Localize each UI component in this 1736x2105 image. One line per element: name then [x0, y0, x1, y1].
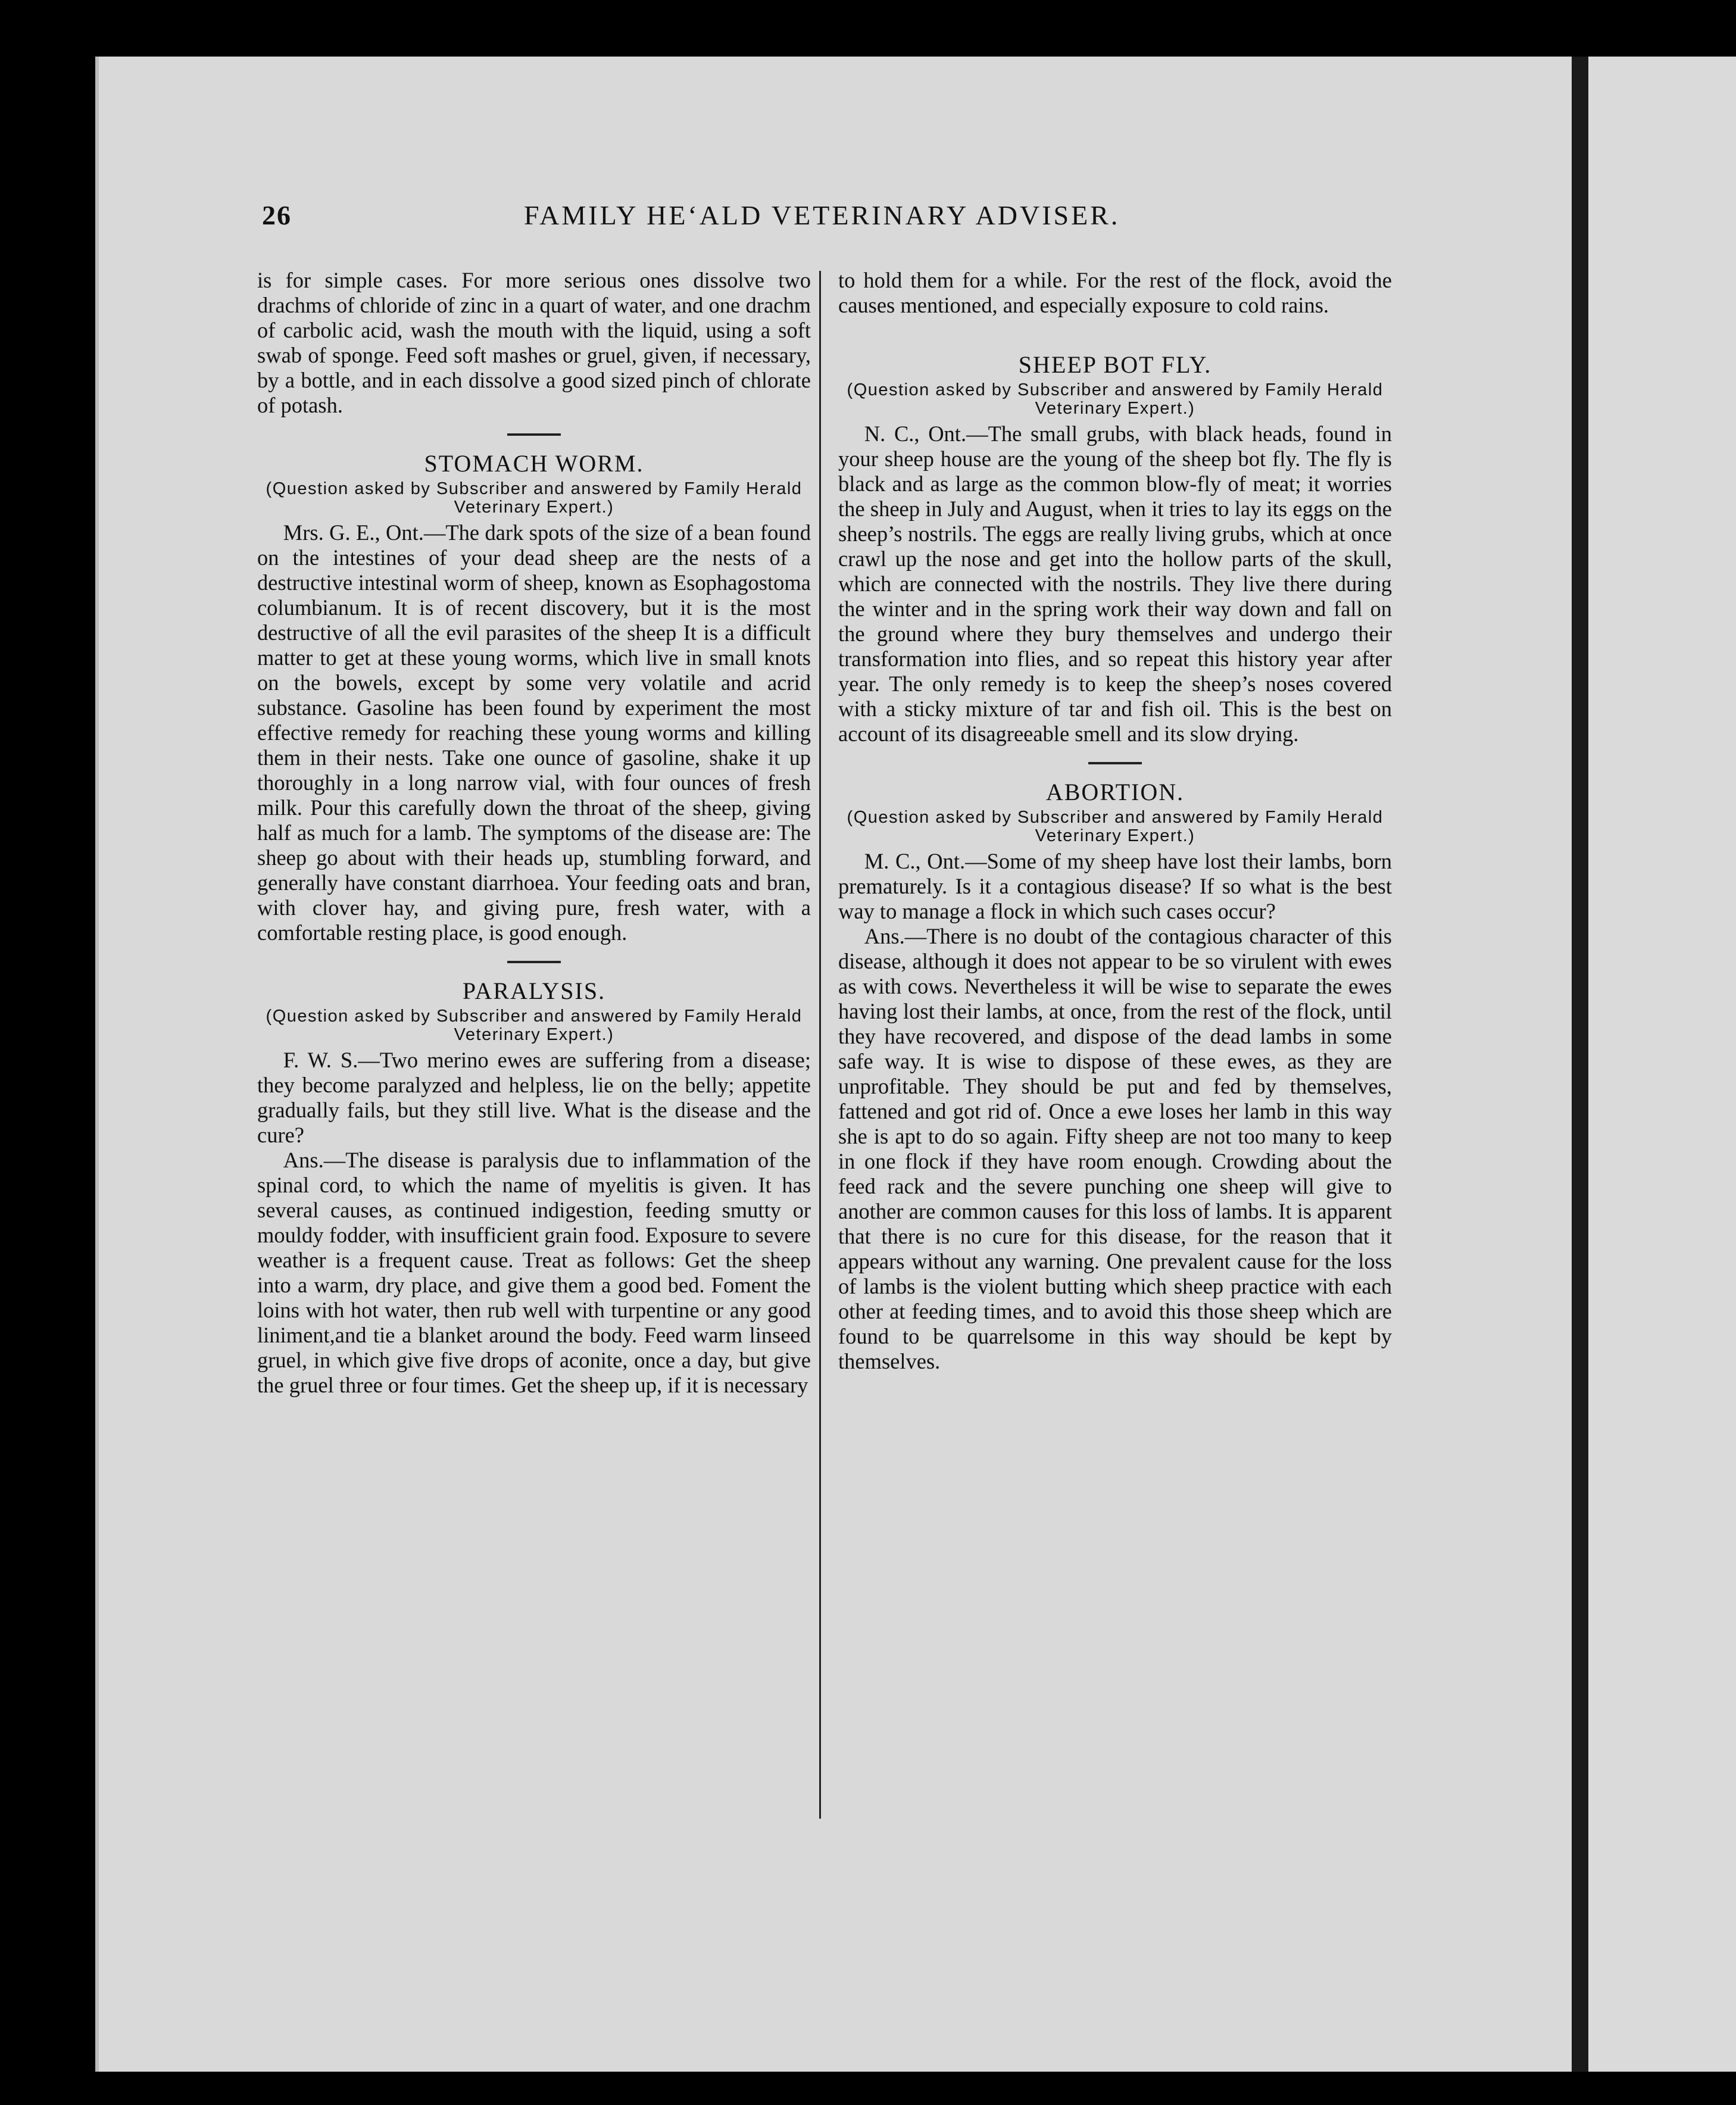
stomach-worm-byline: (Question asked by Subscriber and answered by Family Herald Veterinary Expert.) [266, 479, 803, 517]
abortion-question: M. C., Ont.—Some of my sheep have lost their lambs, born prematurely. Is it a contagious disease? If so what is the best way to manage a flock in which such cases occur? [838, 849, 1392, 923]
abortion-answer: Ans.—There is no doubt of the contagious character of this disease, although it does not appear to be so virulent with ewes as with cows. Nevertheless it will be wise to separate the ewes having lost their lambs, at once, from the rest of the flock, until they have recovered, and dispose of the dead lambs in some safe way. It is wise to dispose of these ewes, as they are unprofitable. They should be put and fed by themselves, fattened and got rid of. Once a ewe loses her lamb in this way she is apt to do so again. Fifty sheep are not too many to keep in one flock if they have room enough. Crowding about the feed rack and the severe punching one sheep will give to another are common causes for this loss of lambs. It is apparent that there is no cure for this disease, for the reason that it appears without any warning. One prevalent cause for the loss of lambs is the violent butting which sheep practice with each other at feeding times, and to avoid this those sheep which are found to be quarrelsome in this way should be kept by themselves. [838, 924, 1392, 1373]
column-divider [819, 271, 821, 1819]
page-number: 26 [262, 200, 292, 230]
section-rule [1088, 762, 1142, 764]
abortion-byline: (Question asked by Subscriber and answered by Family Herald Veterinary Expert.) [847, 808, 1384, 845]
sheep-bot-fly-heading: SHEEP BOT FLY. [1018, 351, 1212, 378]
right-column [838, 268, 1392, 1374]
paralysis-heading: PARALYSIS. [462, 977, 606, 1004]
sheep-bot-fly-byline: (Question asked by Subscriber and answered by Family Herald Veterinary Expert.) [847, 380, 1384, 418]
adjacent-page-edge [1588, 57, 1736, 2072]
paralysis-answer: Ans.—The disease is paralysis due to inflammation of the spinal cord, to which the name of myelitis is given. It has several causes, as continued indigestion, feeding smutty or mouldy fodder, with insufficient grain food. Exposure to severe weather is a frequent cause. Treat as follows: Get the sheep into a warm, dry place, and give them a good bed. Foment the loins with hot water, then rub well with turpentine or any good liniment,and tie a blanket around the body. Feed warm linseed gruel, in which give five drops of aconite, once a day, but give the gruel three or four times. Get the sheep up, if it is necessary [257, 1148, 811, 1397]
section-rule [507, 961, 561, 963]
paralysis-byline: (Question asked by Subscriber and answered by Family Herald Veterinary Expert.) [266, 1007, 803, 1044]
sheep-bot-fly-paragraph: N. C., Ont.—The small grubs, with black heads, found in your sheep house are the young of the sheep bot fly. The fly is black and as large as the common blow-fly of meat; it worries the sheep in July and August, when it tries to lay its eggs on the sheep’s nostrils. The eggs are really living grubs, which at once crawl up the nose and get into the hollow parts of the skull, which are connected with the nostrils. They live there during the winter and in the spring work their way down and fall on the ground where they bury themselves and undergo their transformation into flies, and so repeat this history year after year. The only remedy is to keep the sheep’s noses covered with a sticky mixture of tar and fish oil. This is the best on account of its disagreeable smell and its slow drying. [838, 421, 1392, 746]
stomach-worm-paragraph: Mrs. G. E., Ont.—The dark spots of the size of a bean found on the intestines of your dead sheep are the nests of a destructive intestinal worm of sheep, known as Esophagostoma columbianum. It is of recent discovery, but it is the most destructive of all the evil parasites of the sheep It is a difficult matter to get at these young worms, which live in small knots on the bowels, except by some very volatile and acrid substance. Gasoline has been found by experiment the most effective remedy for reaching these young worms and killing them in their nests. Take one ounce of gasoline, shake it up thoroughly in a long narrow vial, with four ounces of fresh milk. Pour this carefully down the throat of the sheep, giving half as much for a lamb. The symptoms of the disease are: The sheep go about with their heads up, stumbling forward, and generally have constant diarrhoea. Your feeding oats and bran, with clover hay, and giving pure, fresh water, with a comfortable resting place, is good enough. [257, 520, 811, 945]
running-header [262, 199, 1274, 247]
running-title: FAMILY HE‘ALD VETERINARY ADVISER. [524, 200, 1120, 230]
stomach-worm-heading: STOMACH WORM. [424, 450, 644, 477]
intro-paragraph: is for simple cases. For more serious ones dissolve two drachms of chloride of zinc in a quart of water, and one drachm of carbolic acid, wash the mouth with the liquid, using a soft swab of sponge. Feed soft mashes or gruel, given, if necessary, by a bottle, and in each dissolve a good sized pinch of chlorate of potash. [257, 268, 811, 417]
paralysis-question: F. W. S.—Two merino ewes are suffering from a disease; they become paralyzed and helpless, lie on the belly; appetite gradually fails, but they still live. What is the disease and the cure? [257, 1048, 811, 1147]
left-column [257, 268, 811, 1398]
section-rule [507, 433, 561, 436]
spacer [838, 318, 1392, 342]
continuation-paragraph: to hold them for a while. For the rest of the flock, avoid the causes mentioned, and especially exposure to cold rains. [838, 268, 1392, 317]
abortion-heading: ABORTION. [1045, 779, 1185, 805]
